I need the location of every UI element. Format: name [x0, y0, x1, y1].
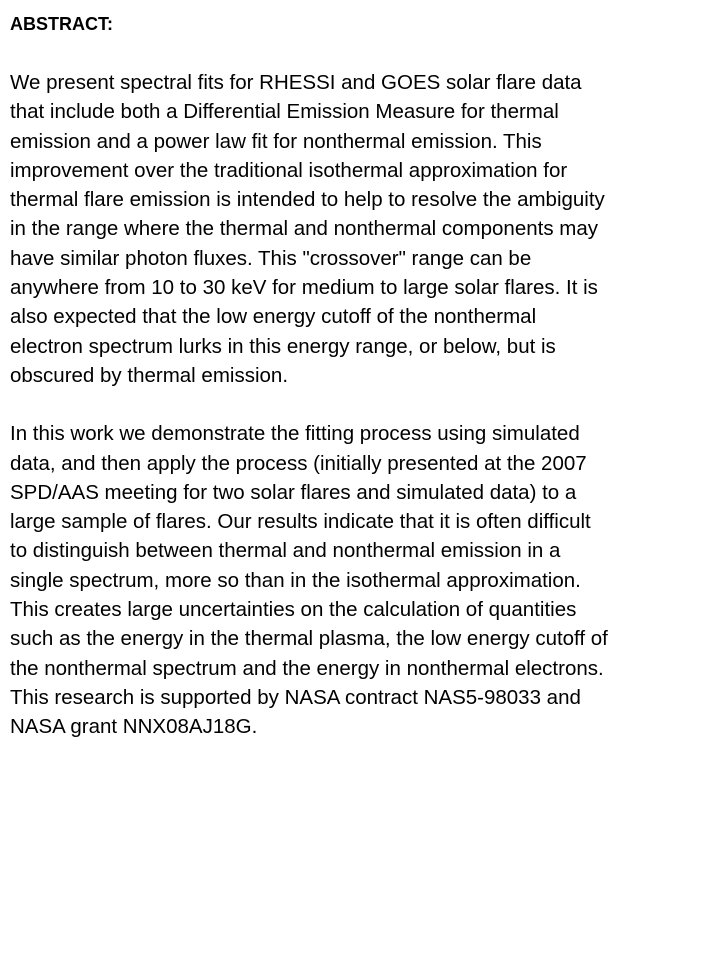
- abstract-section: [10, 10, 715, 742]
- text-line: This creates large uncertainties on the calculation of quantities: [10, 598, 577, 622]
- text-line: in the range where the thermal and nonthermal components may: [10, 217, 599, 241]
- text-line: NASA grant NNX08AJ18G.: [10, 715, 258, 739]
- text-line: the nonthermal spectrum and the energy in nonthermal electrons.: [10, 656, 604, 680]
- text-line: emission and a power law fit for nonthermal emission. This: [10, 129, 542, 153]
- text-line: have similar photon fluxes. This "crossover" range can be: [10, 246, 532, 270]
- text-line: obscured by thermal emission.: [10, 363, 289, 387]
- text-line: data, and then apply the process (initially presented at the 2007: [10, 451, 587, 475]
- text-line: SPD/AAS meeting for two solar flares and simulated data) to a: [10, 480, 577, 504]
- abstract-paragraph-1: [10, 68, 715, 390]
- text-line: large sample of flares. Our results indicate that it is often difficult: [10, 510, 591, 534]
- text-line: that include both a Differential Emission Measure for thermal: [10, 100, 559, 124]
- text-line: improvement over the traditional isothermal approximation for: [10, 158, 568, 182]
- text-line: In this work we demonstrate the fitting process using simulated: [10, 422, 580, 446]
- text-line: electron spectrum lurks in this energy range, or below, but is: [10, 334, 556, 358]
- text-line: This research is supported by NASA contract NAS5-98033 and: [10, 685, 581, 709]
- text-line: such as the energy in the thermal plasma, the low energy cutoff of: [10, 627, 608, 651]
- abstract-heading: ABSTRACT:: [10, 14, 113, 34]
- text-line: anywhere from 10 to 30 keV for medium to large solar flares. It is: [10, 276, 598, 300]
- text-line: to distinguish between thermal and nonthermal emission in a: [10, 539, 561, 563]
- text-line: also expected that the low energy cutoff of the nonthermal: [10, 305, 537, 329]
- text-line: We present spectral fits for RHESSI and GOES solar flare data: [10, 71, 582, 94]
- text-line: thermal flare emission is intended to help to resolve the ambiguity: [10, 188, 605, 212]
- abstract-paragraph-2: [10, 419, 715, 741]
- text-line: single spectrum, more so than in the isothermal approximation.: [10, 568, 581, 592]
